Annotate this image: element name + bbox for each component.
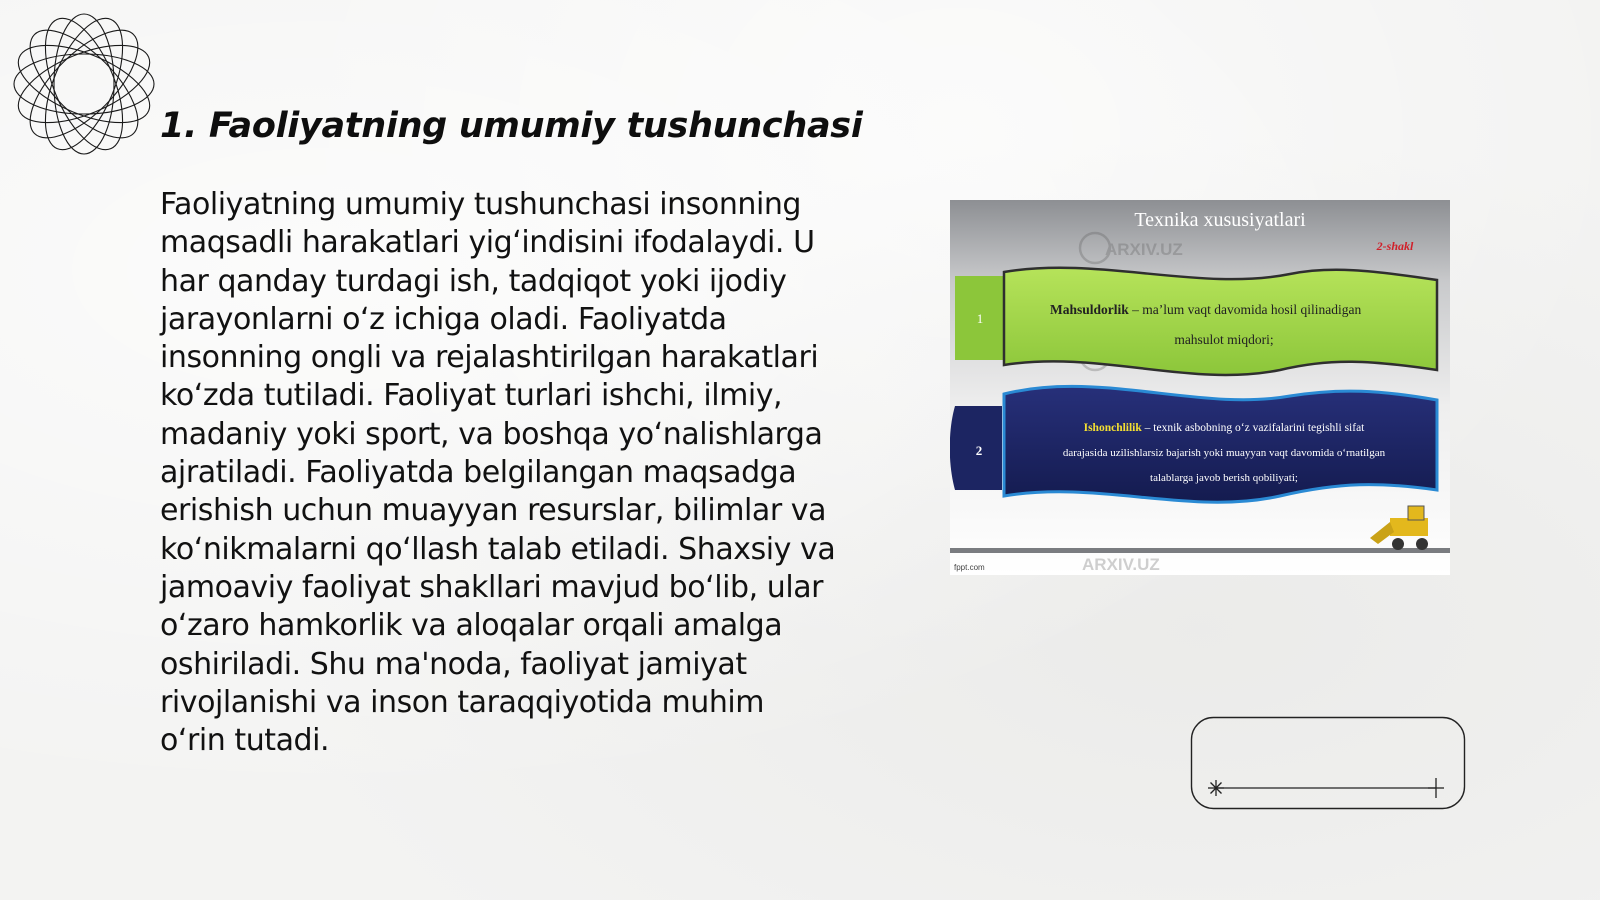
- orbit-ornament-icon: [10, 10, 158, 158]
- item1-line1: Mahsuldorlik – ma’lum vaqt davomida hosil qilinadigan: [1050, 302, 1362, 317]
- source-credit: fppt.com: [954, 563, 985, 572]
- item2-line2: darajasida uzilishlarsiz bajarish yoki muayyan vaqt davomida o‘rnatilgan: [1062, 447, 1386, 459]
- item1-number: 1: [976, 311, 984, 326]
- item1-line2: mahsulot miqdori;: [1174, 332, 1274, 347]
- embedded-heading: Texnika xususiyatlari: [1134, 209, 1306, 231]
- watermark-text-3: ARXIV.UZ: [1082, 555, 1160, 574]
- item2-number: 2: [975, 443, 983, 458]
- embedded-figure-tag: 2-shakl: [1376, 239, 1414, 253]
- watermark-text: ARXIV.UZ: [1105, 240, 1183, 259]
- item2-banner: [1004, 386, 1437, 502]
- item1-banner: [1004, 268, 1437, 375]
- ground-line: [950, 548, 1450, 553]
- embedded-slide-image: [950, 200, 1450, 575]
- slide-body-text: Faoliyatning umumiy tushunchasi insonning maqsadli harakatlari yig‘indisini ifodalaydi. U har qanday turdagi ish, tadqiqot yoki ijodiy jarayonlarni o‘z ichiga oladi. Faoliyatda insonning ongli va rejalashtirilgan harakatlari ko‘zda tutiladi. Faoliyat turlari ishchi, ilmiy, madaniy yoki sport, va boshqa yo‘nalishlarga ajratiladi. Faoliyatda belgilangan maqsadga erishish uchun muayyan resurslar, bilimlar va ko‘nikmalarni qo‘llash talab etiladi. Shaxsiy va jamoaviy faoliyat shakllari mavjud bo‘lib, ular o‘zaro hamkorlik va aloqalar orqali amalga oshiriladi. Shu ma'noda, faoliyat jamiyat rivojlanishi va inson taraqqiyotida muhim o‘rin tutadi.: [160, 187, 836, 759]
- item2-line1: Ishonchlilik – texnik asbobning o‘z vazifalarini tegishli sifat: [1083, 422, 1365, 434]
- sparkle-icon: [1208, 780, 1224, 796]
- embedded-image-background: [950, 200, 1450, 575]
- item2-line3: talablarga javob berish qobiliyati;: [1150, 472, 1298, 484]
- slide-title: 1. Faoliyatning umumiy tushunchasi: [160, 106, 863, 146]
- cross-star-icon: [1428, 778, 1444, 798]
- decorative-frame-ornament: [1190, 716, 1466, 810]
